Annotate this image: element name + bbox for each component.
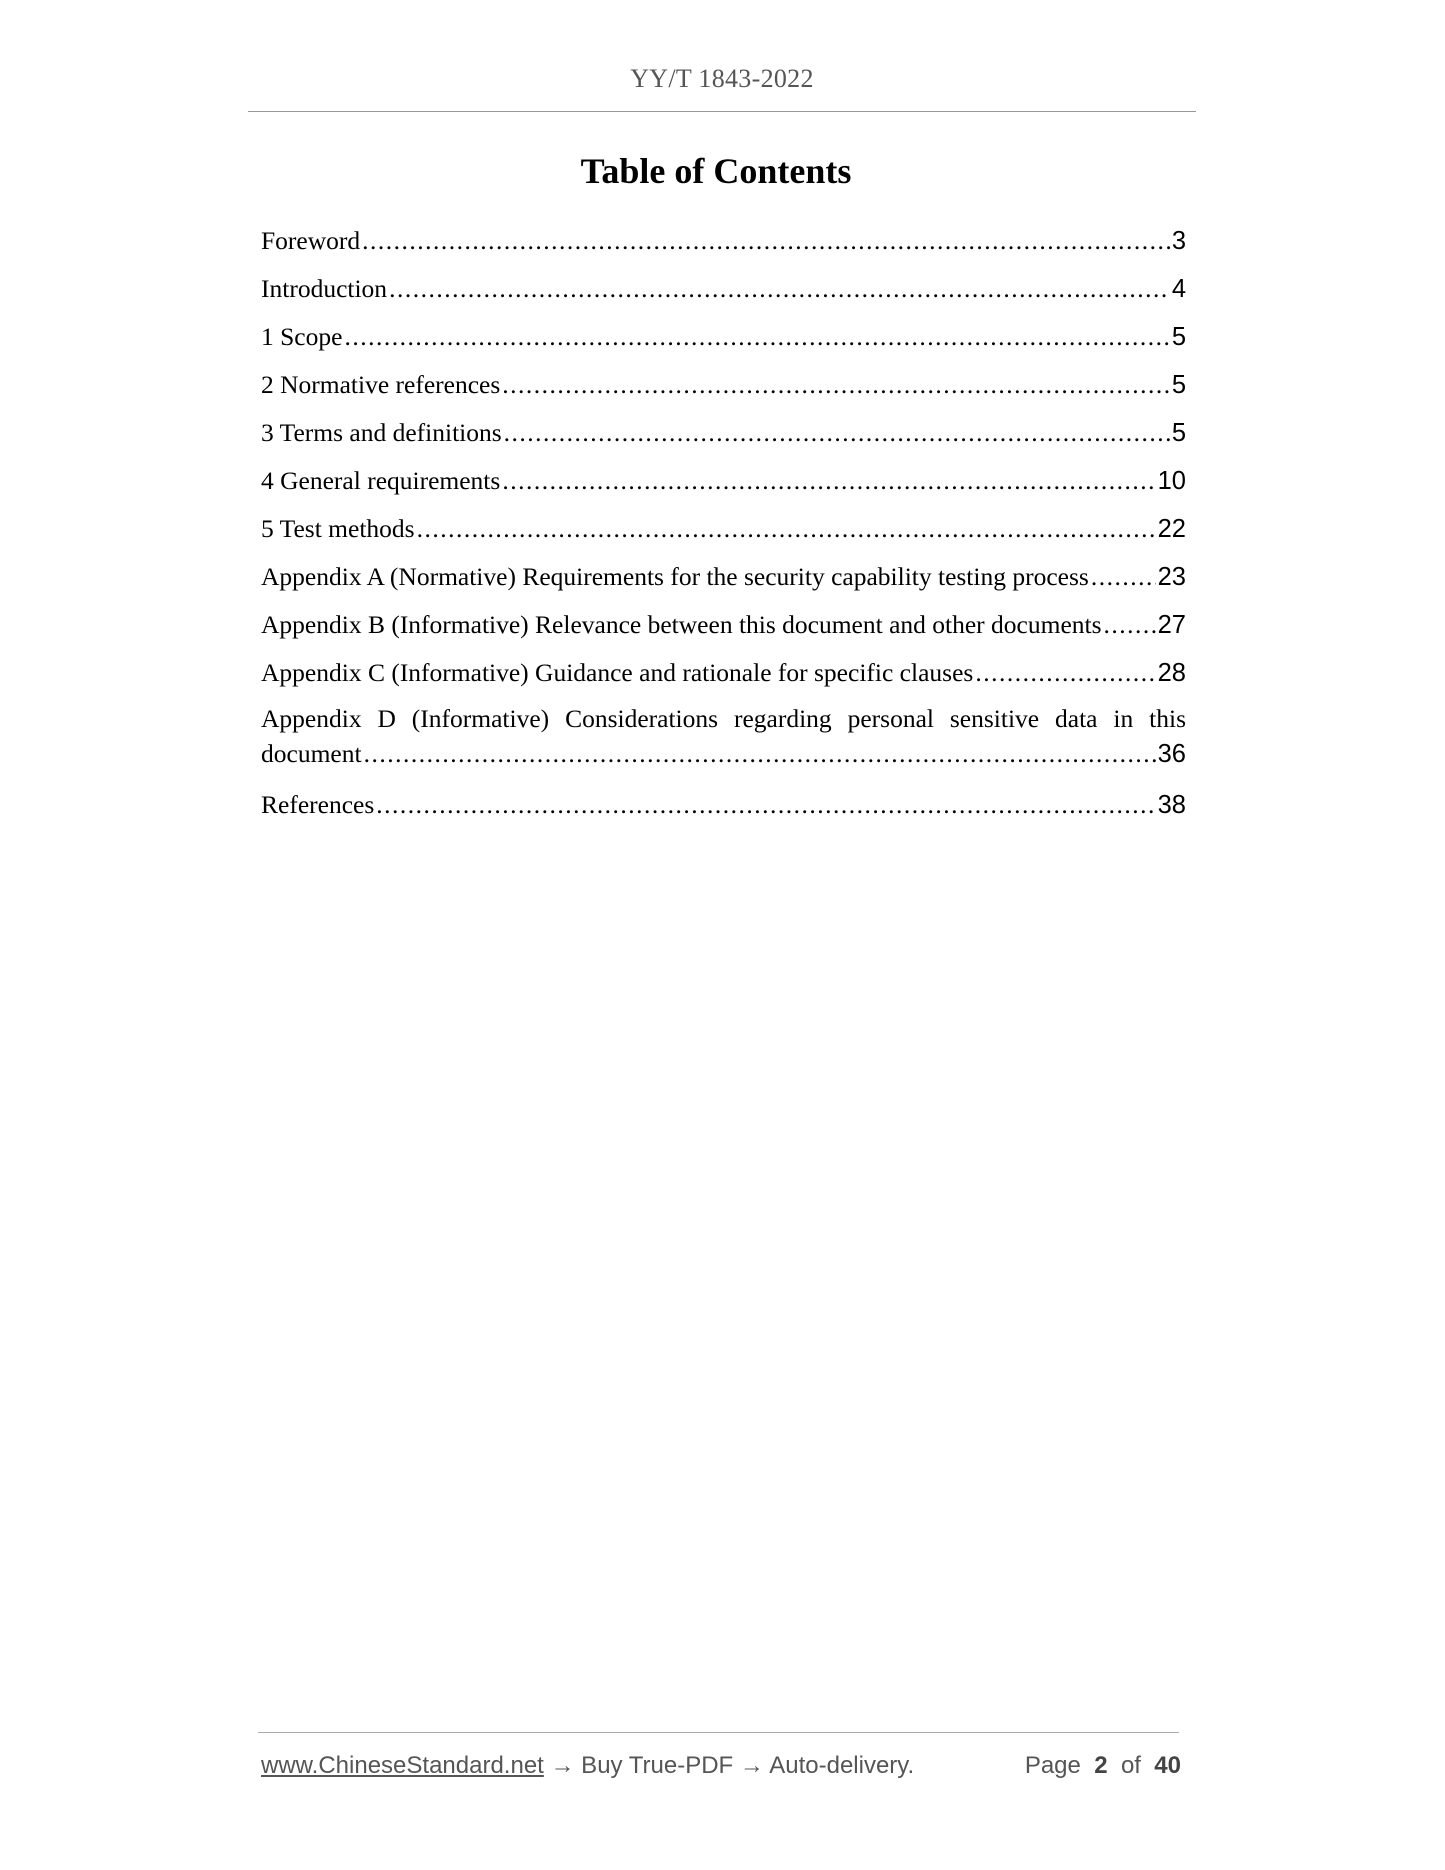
toc-entry-label: Appendix C (Informative) Guidance and rationale for specific clauses [261,658,974,687]
toc-dot-leader [1104,605,1156,645]
toc-entry-label: 5 Test methods [261,514,415,543]
toc-entry-page: 22 [1157,515,1186,543]
total-page-number: 40 [1154,1752,1181,1779]
footer-divider [258,1732,1179,1733]
toc-entry-appendix-c[interactable] [261,653,1186,701]
toc-dot-leader [417,509,1156,549]
toc-entry-page: 5 [1171,323,1186,351]
toc-entry-page: 28 [1157,659,1186,687]
toc-dot-leader [504,413,1170,453]
header-divider [248,111,1196,112]
toc-entry-terms-definitions[interactable] [261,413,1186,461]
toc-entry-line2 [261,737,1186,771]
toc-entry-label: 2 Normative references [261,370,501,399]
footer-promo [261,1752,914,1780]
page-number-info [1025,1752,1181,1780]
toc-entry-label: References [261,790,375,819]
page-word: Page [1024,1752,1081,1779]
toc-dot-leader [502,461,1155,501]
table-of-contents [261,221,1186,833]
toc-dot-leader [362,221,1170,261]
toc-dot-leader [389,269,1170,309]
toc-entry-foreword[interactable] [261,221,1186,269]
toc-entry-label: Introduction [261,274,388,303]
toc-dot-leader [975,653,1155,693]
page-header-standard-code: YY/T 1843-2022 [630,64,814,93]
toc-entry-page: 27 [1157,611,1186,639]
current-page-number: 2 [1094,1752,1108,1779]
toc-entry-page: 3 [1171,227,1186,255]
toc-entry-label: 3 Terms and definitions [261,418,502,447]
toc-entry-label: 4 General requirements [261,466,501,495]
toc-entry-label: Foreword [261,226,361,255]
of-word: of [1120,1752,1141,1779]
toc-entry-label: Appendix B (Informative) Relevance between this document and other documents [261,610,1102,639]
website-link[interactable]: www.ChineseStandard.net [261,1752,544,1779]
toc-entry-page: 36 [1157,740,1186,768]
toc-entry-page: 38 [1157,791,1186,819]
page-footer [261,1752,1181,1780]
toc-entry-scope[interactable] [261,317,1186,365]
toc-entry-page: 4 [1171,275,1186,303]
toc-entry-general-requirements[interactable] [261,461,1186,509]
footer-promo-text: → Buy True-PDF → Auto-delivery. [543,1752,915,1779]
toc-entry-appendix-b[interactable] [261,605,1186,653]
toc-entry-label-line2: document [261,739,362,768]
toc-entry-introduction[interactable] [261,269,1186,317]
toc-entry-appendix-d[interactable] [261,701,1186,785]
toc-dot-leader [364,737,1156,771]
toc-entry-label: 1 Scope [261,322,343,351]
toc-dot-leader [502,365,1170,405]
toc-entry-normative-references[interactable] [261,365,1186,413]
toc-entry-page: 5 [1171,419,1186,447]
toc-entry-page: 10 [1157,467,1186,495]
toc-title: Table of Contents [580,151,852,191]
toc-entry-label-line1: Appendix D (Informative) Considerations regarding personal sensitive data in this [261,704,1186,733]
toc-dot-leader [376,785,1155,825]
toc-entry-page: 23 [1157,563,1186,591]
toc-entry-test-methods[interactable] [261,509,1186,557]
toc-entry-label: Appendix A (Normative) Requirements for the security capability testing process [261,562,1089,591]
toc-entry-page: 5 [1171,371,1186,399]
toc-dot-leader [344,317,1169,357]
toc-dot-leader [1091,557,1156,597]
toc-entry-references[interactable] [261,785,1186,833]
toc-entry-appendix-a[interactable] [261,557,1186,605]
